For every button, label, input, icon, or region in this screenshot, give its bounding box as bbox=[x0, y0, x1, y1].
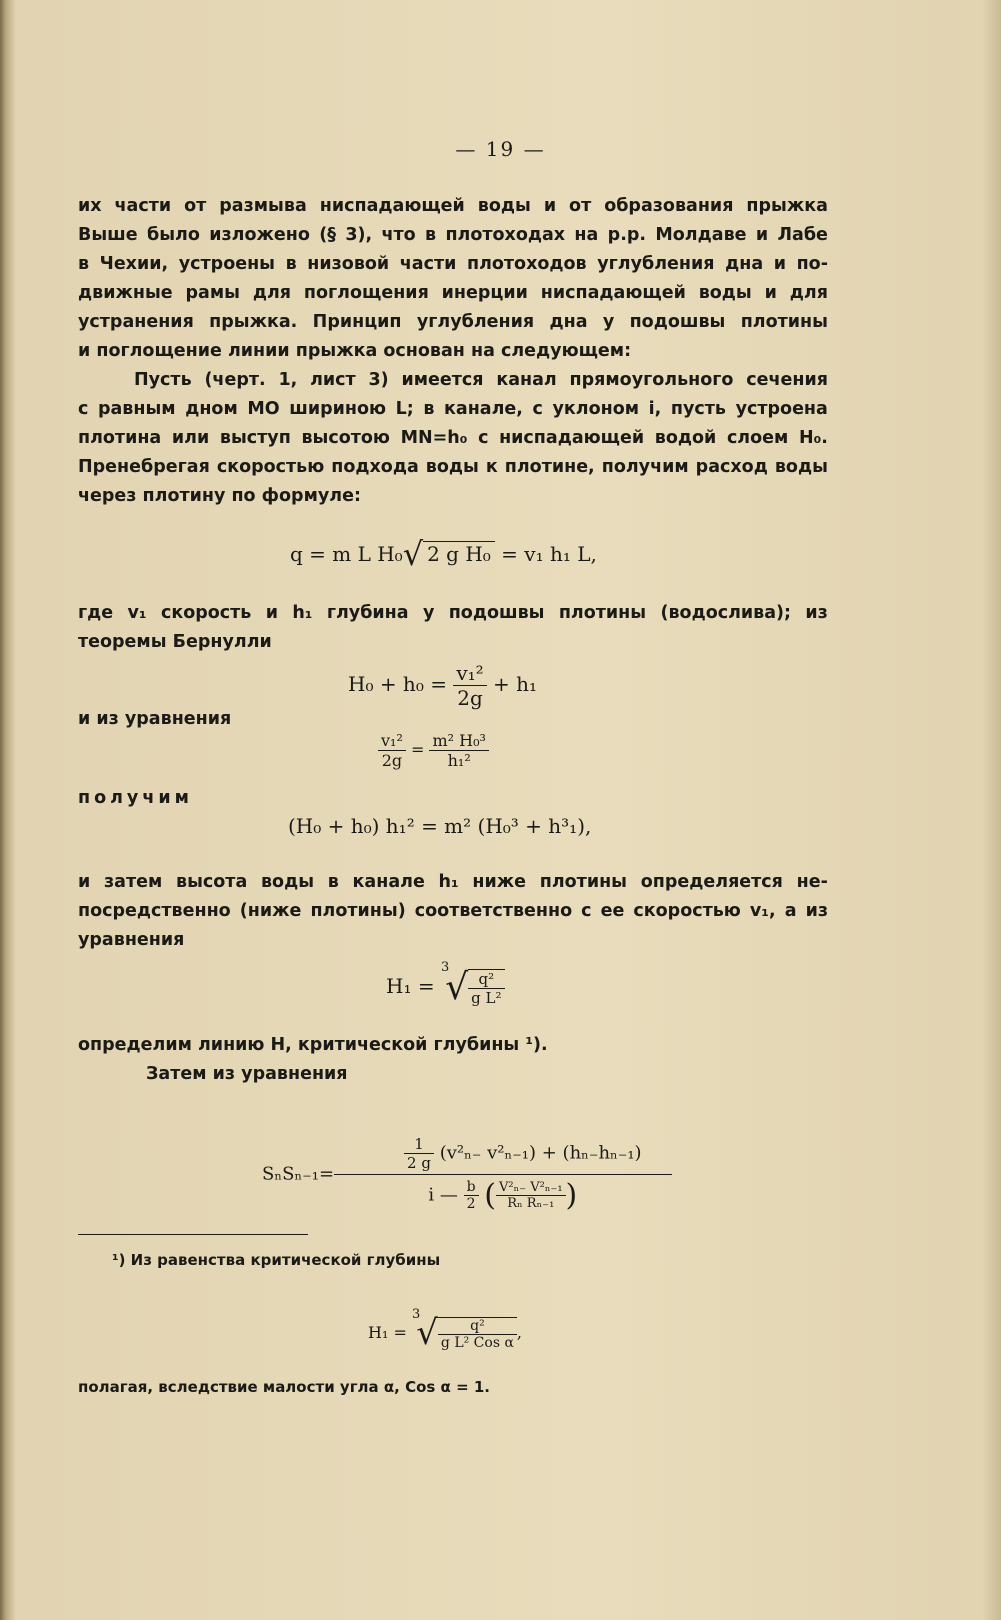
word: ниспадающей bbox=[499, 428, 645, 448]
paragraph-1 bbox=[78, 192, 828, 366]
word: для bbox=[789, 283, 828, 303]
text-line bbox=[78, 279, 828, 308]
radical-sign: √ bbox=[416, 1313, 438, 1353]
word: углубления bbox=[416, 312, 535, 332]
word: уклоном bbox=[552, 399, 640, 419]
word: углубления bbox=[597, 254, 715, 274]
word: плотоходах bbox=[445, 225, 566, 245]
word: имеется bbox=[401, 370, 484, 390]
word: плотины bbox=[740, 312, 828, 332]
word: с bbox=[581, 901, 592, 921]
word: Пренебрегая bbox=[78, 457, 210, 477]
eq6-den-frac-num: b bbox=[464, 1179, 479, 1196]
word: подошвы bbox=[448, 603, 545, 623]
word: от bbox=[184, 196, 207, 216]
word: подхода bbox=[331, 457, 419, 477]
word: что bbox=[381, 225, 416, 245]
eq5-den: g L² bbox=[471, 988, 502, 1007]
text-line: уравнения bbox=[78, 930, 185, 950]
word: где bbox=[78, 603, 114, 623]
word: части bbox=[399, 254, 457, 274]
eq7-index: 3 bbox=[411, 1307, 421, 1322]
word: в bbox=[327, 872, 339, 892]
eq6-den-inner-fraction bbox=[496, 1180, 566, 1211]
word: в bbox=[285, 254, 297, 274]
page-number: — 19 — bbox=[455, 137, 546, 161]
word: определяется bbox=[640, 872, 783, 892]
eq5-index: 3 bbox=[440, 960, 450, 975]
word: MN=h₀ bbox=[400, 428, 468, 448]
word: их bbox=[78, 196, 102, 216]
word: ниспадающей bbox=[319, 196, 465, 216]
equation-critical-depth-cos bbox=[368, 1307, 522, 1353]
eq1-right: = v₁ h₁ L, bbox=[501, 542, 597, 566]
footnote-rule bbox=[78, 1234, 308, 1235]
word: скоростью bbox=[216, 457, 325, 477]
word: из bbox=[805, 901, 828, 921]
word: подошвы bbox=[629, 312, 726, 332]
eq5-fraction bbox=[468, 969, 504, 1007]
word: воды bbox=[698, 283, 752, 303]
word: v₁, bbox=[749, 901, 776, 921]
word: у bbox=[602, 312, 615, 332]
word: слоем bbox=[726, 428, 789, 448]
paren-open: ( bbox=[484, 1178, 497, 1213]
word: плотине, bbox=[504, 457, 595, 477]
word: Принцип bbox=[312, 312, 402, 332]
eq6-num-frac-num: 1 bbox=[404, 1135, 434, 1154]
word: у bbox=[422, 603, 435, 623]
word: к bbox=[485, 457, 498, 477]
word: воды bbox=[260, 872, 315, 892]
word: по- bbox=[796, 254, 828, 274]
paren-close: ) bbox=[565, 1178, 578, 1213]
word: дна bbox=[549, 312, 588, 332]
text-line bbox=[78, 424, 828, 453]
footnote-1: ¹) Из равенства критической глубины bbox=[112, 1251, 441, 1269]
eq6-den-frac-den: 2 bbox=[466, 1196, 476, 1212]
eq6-num-frac-den: 2 g bbox=[407, 1154, 431, 1172]
word: для bbox=[252, 283, 292, 303]
eq2-fraction bbox=[453, 661, 486, 710]
eq5-left: H₁ = bbox=[386, 974, 435, 998]
paragraph-6: Затем из уравнения bbox=[146, 1064, 348, 1084]
word: канале bbox=[352, 872, 425, 892]
paragraph-3 bbox=[78, 599, 828, 657]
word: i, bbox=[648, 399, 662, 419]
word: или bbox=[171, 428, 210, 448]
word: выступ bbox=[219, 428, 291, 448]
word: плотины bbox=[558, 603, 647, 623]
eq2-left: H₀ + h₀ = bbox=[348, 672, 447, 696]
eq6-num-rest: (v²ₙ₋ v²ₙ₋₁) + (hₙ₋hₙ₋₁) bbox=[439, 1142, 642, 1164]
word: ниспадающей bbox=[540, 283, 686, 303]
equation-critical-depth bbox=[386, 960, 505, 1008]
eq6-main-fraction bbox=[334, 1135, 672, 1213]
word: воды bbox=[477, 196, 531, 216]
word: не- bbox=[796, 872, 828, 892]
word: с bbox=[478, 428, 489, 448]
word: инерции bbox=[441, 283, 528, 303]
text-line bbox=[78, 221, 828, 250]
text-line: теоремы Бернулли bbox=[78, 632, 272, 652]
word: затем bbox=[103, 872, 163, 892]
text-poluchim: получим bbox=[78, 788, 193, 808]
word: h₁ bbox=[292, 603, 313, 623]
word: на bbox=[574, 225, 599, 245]
eq6-den-left: i — bbox=[428, 1184, 458, 1206]
word: дна bbox=[725, 254, 764, 274]
word: расход bbox=[695, 457, 768, 477]
eq3-lnum: v₁² bbox=[378, 731, 406, 751]
footnote-2: полагая, вследствие малости угла α, Cos α = 1. bbox=[78, 1378, 491, 1396]
word: и bbox=[543, 196, 557, 216]
eq3-rden: h₁² bbox=[447, 751, 471, 770]
eq7-fraction bbox=[438, 1317, 517, 1351]
word: получим bbox=[601, 457, 689, 477]
word: h₁ bbox=[438, 872, 459, 892]
word: прыжка. bbox=[209, 312, 298, 332]
text-and-equation: и из уравнения bbox=[78, 709, 232, 729]
eq6-den-inner-den: Rₙ Rₙ₋₁ bbox=[507, 1196, 555, 1211]
eq3-right-fraction bbox=[429, 731, 488, 770]
word: шириною bbox=[289, 399, 387, 419]
word: устроены bbox=[178, 254, 276, 274]
paragraph-4 bbox=[78, 868, 828, 955]
word: устроена bbox=[735, 399, 828, 419]
word: устранения bbox=[78, 312, 194, 332]
paragraph-5: определим линию H, критической глубины ¹). bbox=[78, 1035, 548, 1055]
word: и bbox=[764, 283, 777, 303]
word: из bbox=[805, 603, 828, 623]
eq7-left: H₁ = bbox=[368, 1323, 407, 1342]
equation-step-length bbox=[262, 1135, 672, 1213]
word: в bbox=[78, 254, 90, 274]
eq3-left-fraction bbox=[378, 731, 406, 770]
eq1-left: q = m L H₀ bbox=[290, 542, 403, 566]
word: (ниже bbox=[239, 901, 302, 921]
eq6-den-fraction bbox=[464, 1179, 479, 1212]
word: низовой bbox=[307, 254, 390, 274]
word: дном bbox=[185, 399, 238, 419]
word: лист bbox=[310, 370, 356, 390]
word: а bbox=[784, 901, 797, 921]
word: и bbox=[773, 254, 786, 274]
word: высотою bbox=[301, 428, 390, 448]
word: (черт. bbox=[204, 370, 266, 390]
word: равным bbox=[97, 399, 176, 419]
equation-discharge bbox=[290, 535, 597, 573]
word: плотина bbox=[78, 428, 162, 448]
text-line bbox=[78, 453, 828, 482]
text-line bbox=[78, 395, 828, 424]
eq5-num: q² bbox=[468, 970, 504, 989]
eq6-numerator bbox=[334, 1135, 672, 1175]
word: (§ bbox=[319, 225, 336, 245]
word: в bbox=[423, 399, 435, 419]
equation-ratio bbox=[378, 731, 489, 770]
word: в bbox=[425, 225, 437, 245]
eq3-lden: 2g bbox=[381, 751, 403, 770]
word: части bbox=[114, 196, 172, 216]
eq6-num-fraction bbox=[404, 1135, 434, 1172]
word: рамы bbox=[185, 283, 240, 303]
word: изложено bbox=[209, 225, 310, 245]
word: поглощения bbox=[303, 283, 429, 303]
eq6-den-inner-num: V²ₙ₋ V²ₙ₋₁ bbox=[496, 1180, 566, 1196]
word: высота bbox=[176, 872, 248, 892]
word: и bbox=[78, 872, 91, 892]
text-line bbox=[78, 366, 828, 395]
word: ее bbox=[600, 901, 625, 921]
eq7-den: g L² Cos α bbox=[440, 1334, 514, 1351]
word: плотины bbox=[539, 872, 628, 892]
eq2-right: + h₁ bbox=[493, 672, 538, 696]
radical-sign: √ bbox=[402, 535, 424, 573]
word: от bbox=[569, 196, 592, 216]
word: Чехии, bbox=[99, 254, 169, 274]
equation-bernoulli bbox=[348, 661, 537, 710]
word: глубина bbox=[326, 603, 409, 623]
word: Молдаве bbox=[655, 225, 747, 245]
word: скоростью bbox=[633, 901, 741, 921]
word: канале, bbox=[444, 399, 523, 419]
word: 3) bbox=[368, 370, 389, 390]
text-line bbox=[78, 897, 828, 926]
word: скорость bbox=[160, 603, 252, 623]
text-line: и поглощение линии прыжка основан на следующем: bbox=[78, 341, 632, 361]
word: и bbox=[265, 603, 278, 623]
word: плотоходов bbox=[466, 254, 587, 274]
paragraph-2 bbox=[78, 366, 828, 511]
equation-depth: (H₀ + h₀) h₁² = m² (H₀³ + h³₁), bbox=[288, 814, 592, 838]
word: v₁ bbox=[127, 603, 147, 623]
word: сечения bbox=[746, 370, 828, 390]
word: 3), bbox=[345, 225, 373, 245]
word: канал bbox=[496, 370, 557, 390]
text-line bbox=[78, 250, 828, 279]
word: Лабе bbox=[777, 225, 828, 245]
text-line bbox=[78, 868, 828, 897]
eq7-tail: , bbox=[516, 1323, 523, 1342]
eq3-equals: = bbox=[410, 740, 425, 759]
word: МО bbox=[247, 399, 280, 419]
word: было bbox=[146, 225, 200, 245]
text-line bbox=[78, 308, 828, 337]
radical-sign: √ bbox=[445, 967, 469, 1008]
word: Выше bbox=[78, 225, 138, 245]
word: движные bbox=[78, 283, 173, 303]
word: ниже bbox=[472, 872, 527, 892]
text-line bbox=[78, 192, 828, 221]
word: H₀. bbox=[798, 428, 828, 448]
eq3-rnum: m² H₀³ bbox=[429, 731, 488, 751]
word: и bbox=[755, 225, 769, 245]
word: прыжка bbox=[746, 196, 828, 216]
word: 1, bbox=[278, 370, 298, 390]
eq2-num: v₁² bbox=[453, 661, 486, 686]
word: воды bbox=[774, 457, 828, 477]
word: соответственно bbox=[414, 901, 573, 921]
word: размыва bbox=[219, 196, 307, 216]
word: L; bbox=[395, 399, 414, 419]
word: водой bbox=[654, 428, 717, 448]
word: с bbox=[78, 399, 89, 419]
word: воды bbox=[425, 457, 479, 477]
word: прямоугольного bbox=[569, 370, 734, 390]
word: посредственно bbox=[78, 901, 231, 921]
word: (водослива); bbox=[660, 603, 792, 623]
eq6-lhs: SₙSₙ₋₁= bbox=[262, 1163, 335, 1185]
word: с bbox=[532, 399, 543, 419]
word: плотины) bbox=[310, 901, 406, 921]
eq1-radicand: 2 g H₀ bbox=[423, 541, 495, 566]
eq6-denominator bbox=[334, 1175, 672, 1213]
eq2-den: 2g bbox=[457, 686, 483, 710]
text-line bbox=[78, 599, 828, 628]
eq7-num: q² bbox=[438, 1318, 517, 1335]
word: р.р. bbox=[607, 225, 647, 245]
word: образования bbox=[604, 196, 734, 216]
word: пусть bbox=[670, 399, 726, 419]
word: Пусть bbox=[134, 370, 192, 390]
text-line: через плотину по формуле: bbox=[78, 486, 361, 506]
